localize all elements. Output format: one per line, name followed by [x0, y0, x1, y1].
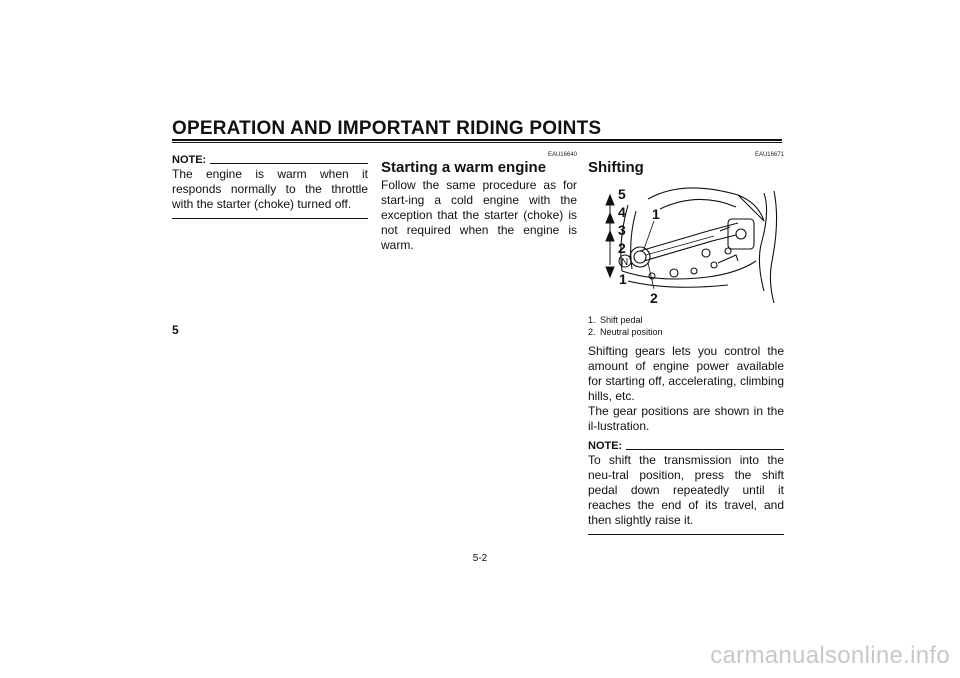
shift-pedal-illustration — [588, 181, 784, 305]
watermark: carmanualsonline.info — [710, 642, 950, 669]
page-number: 5-2 — [472, 553, 488, 564]
note-end-rule — [588, 534, 784, 535]
figure-captions — [588, 314, 784, 338]
callout-shift-pedal: 1 — [652, 206, 660, 222]
gear-label: 4 — [618, 204, 626, 220]
section-heading: Shifting — [588, 159, 644, 176]
gear-label: 2 — [618, 240, 626, 256]
caption-text: Neutral position — [600, 327, 663, 337]
section-heading: Starting a warm engine — [381, 159, 547, 176]
note-text: To shift the transmission into the neu-tral position, press the shift pedal down repeatedly until it reaches the end of its travel, and then slightly raise it. — [588, 453, 784, 527]
title-rule-thin — [172, 142, 782, 143]
note-label: NOTE: — [588, 440, 623, 452]
caption-text: Shift pedal — [600, 315, 643, 325]
gear-label: 1 — [619, 271, 627, 287]
caption-item — [588, 326, 784, 338]
section-text: Follow the same procedure as for start-ing a cold engine with the exception that the starter (choke) is not required when the engine is warm. — [381, 178, 577, 252]
column-shifting — [588, 152, 784, 535]
shifting-paragraph: Shifting gears lets you control the amount of engine power available for starting off, accelerating, climbing hills, etc. — [588, 344, 784, 403]
note-header — [588, 438, 784, 452]
caption-item — [588, 314, 784, 326]
gear-label-neutral: N — [621, 257, 629, 268]
note-header — [172, 152, 368, 166]
section-code: EAU16640 — [547, 152, 577, 158]
note-label: NOTE: — [172, 154, 207, 166]
note-end-rule — [172, 218, 368, 219]
callout-neutral: 2 — [650, 290, 658, 305]
title-rule — [172, 139, 782, 141]
column-note — [172, 152, 368, 219]
note-rule — [210, 163, 368, 164]
gear-label: 5 — [618, 186, 626, 202]
section-code: EAU16671 — [754, 152, 784, 158]
chapter-tab: 5 — [172, 323, 179, 337]
caption-number: 2. — [588, 327, 596, 337]
page-title: OPERATION AND IMPORTANT RIDING POINTS — [172, 118, 602, 139]
caption-number: 1. — [588, 315, 596, 325]
shifting-paragraph-2: The gear positions are shown in the il-lustration. — [588, 404, 784, 433]
note-rule — [626, 449, 784, 450]
note-text: The engine is warm when it responds normally to the throttle with the starter (choke) turned off. — [172, 167, 368, 211]
gear-label: 3 — [618, 222, 626, 238]
column-warm-engine — [381, 152, 577, 253]
